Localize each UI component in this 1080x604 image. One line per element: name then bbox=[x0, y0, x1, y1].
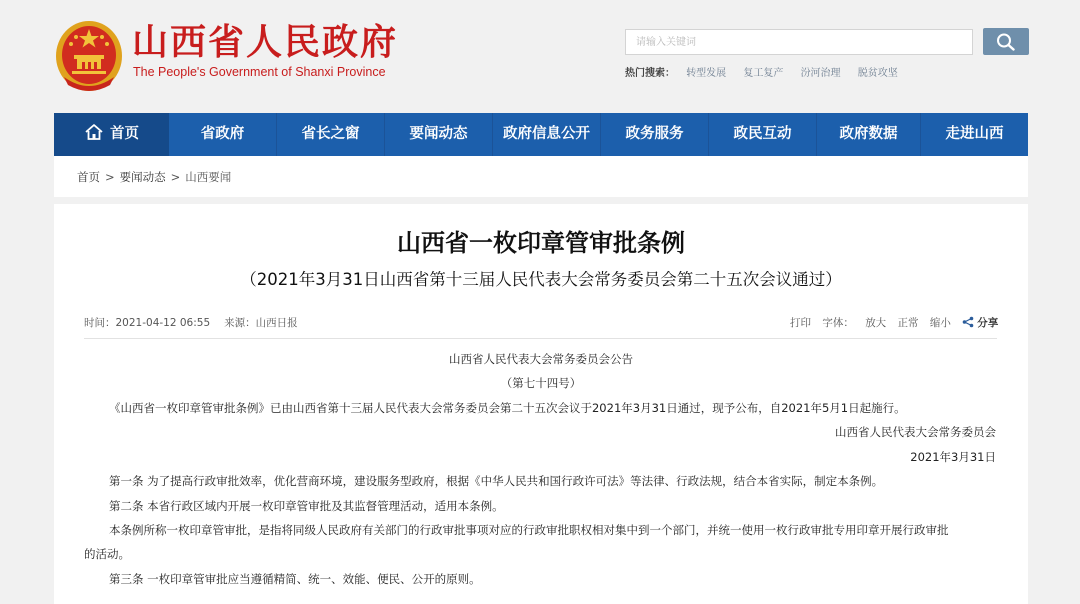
definition-paragraph-cont: 的活动。 bbox=[84, 547, 130, 561]
nav-item-governor-window[interactable]: 省长之窗 bbox=[301, 126, 360, 142]
search-input[interactable] bbox=[625, 29, 973, 55]
announcement-text: 《山西省一枚印章管审批条例》已由山西省第十三届人民代表大会常务委员会第二十五次会议于2021年3月31日通过，现予公布，自2021年5月1日起施行。 bbox=[109, 401, 906, 415]
nav-item-gov-data[interactable]: 政府数据 bbox=[839, 126, 898, 142]
publish-time: 2021-04-12 06:55 bbox=[115, 317, 211, 329]
definition-paragraph: 本条例所称一枚印章管审批，是指将同级人民政府有关部门的行政审批事项对应的行政审批职权相对集中到一个部门，并统一使用一枚行政审批专用印章开展行政审批 bbox=[109, 523, 949, 537]
nav-item-home[interactable] bbox=[54, 113, 169, 156]
main-nav bbox=[54, 113, 1028, 156]
signature-date: 2021年3月31日 bbox=[910, 450, 996, 464]
print-button[interactable]: 打印 bbox=[790, 317, 811, 329]
nav-item-interaction[interactable]: 政民互动 bbox=[733, 126, 792, 142]
nav-item-news[interactable]: 要闻动态 bbox=[409, 126, 468, 142]
nav-item-gov-services[interactable]: 政务服务 bbox=[625, 126, 684, 142]
signature-org: 山西省人民代表大会常务委员会 bbox=[835, 425, 996, 439]
hot-search-label: 热门搜索： bbox=[625, 68, 675, 79]
source-label: 来源： bbox=[224, 317, 256, 329]
nav-item-info-disclosure[interactable]: 政府信息公开 bbox=[503, 126, 590, 142]
hot-search-link[interactable]: 汾河治理 bbox=[800, 68, 841, 79]
site-title: 山西省人民政府 bbox=[132, 21, 399, 63]
share-label: 分享 bbox=[977, 317, 999, 329]
font-normal-button[interactable]: 正常 bbox=[897, 317, 919, 329]
article-clause-2: 第二条 本省行政区域内开展一枚印章管审批及其监督管理活动，适用本条例。 bbox=[109, 499, 504, 513]
site-header bbox=[0, 0, 1080, 113]
announcement-org: 山西省人民代表大会常务委员会公告 bbox=[449, 352, 633, 366]
hot-search-link[interactable]: 转型发展 bbox=[686, 68, 727, 79]
font-size-label: 字体： bbox=[822, 317, 854, 329]
font-small-button[interactable]: 缩小 bbox=[929, 317, 951, 329]
breadcrumb-separator: > bbox=[170, 170, 181, 184]
breadcrumb-separator: > bbox=[105, 170, 115, 184]
article-title: 山西省一枚印章管审批条例 bbox=[397, 229, 685, 257]
article-meta bbox=[84, 315, 298, 330]
article-clause-3: 第三条 一枚印章管审批应当遵循精简、统一、效能、便民、公开的原则。 bbox=[109, 572, 481, 586]
hot-search-link[interactable]: 脱贫攻坚 bbox=[857, 68, 898, 79]
announcement-number: （第七十四号） bbox=[500, 376, 582, 390]
breadcrumb bbox=[77, 169, 231, 185]
breadcrumb-current[interactable]: 山西要闻 bbox=[185, 170, 232, 184]
font-large-button[interactable]: 放大 bbox=[865, 317, 887, 329]
breadcrumb-home[interactable]: 首页 bbox=[77, 170, 100, 184]
hot-search bbox=[625, 64, 912, 79]
time-label: 时间： bbox=[84, 317, 116, 329]
article-clause-1: 第一条 为了提高行政审批效率，优化营商环境，建设服务型政府，根据《中华人民共和国行政许可法》等法律、行政法规，结合本省实际，制定本条例。 bbox=[109, 474, 884, 488]
article-subtitle: （2021年3月31日山西省第十三届人民代表大会常务委员会第二十五次会议通过） bbox=[240, 270, 842, 289]
breadcrumb-bar bbox=[54, 156, 1028, 197]
article-source: 山西日报 bbox=[255, 317, 298, 329]
nav-item-label: 首页 bbox=[110, 126, 139, 142]
meta-divider bbox=[84, 338, 997, 339]
share-icon bbox=[962, 316, 974, 328]
breadcrumb-news[interactable]: 要闻动态 bbox=[119, 170, 166, 184]
home-icon bbox=[84, 123, 104, 141]
nav-item-province-gov[interactable]: 省政府 bbox=[200, 126, 245, 142]
hot-search-link[interactable]: 复工复产 bbox=[743, 68, 784, 79]
share-button[interactable] bbox=[962, 317, 1006, 329]
nav-item-about-shanxi[interactable]: 走进山西 bbox=[945, 126, 1004, 142]
national-emblem-icon bbox=[54, 15, 124, 93]
search-icon bbox=[996, 33, 1016, 51]
article-container bbox=[54, 204, 1028, 604]
search-button[interactable] bbox=[983, 28, 1029, 55]
article-tools bbox=[790, 315, 1014, 330]
site-subtitle: The People's Government of Shanxi Province bbox=[133, 65, 386, 79]
